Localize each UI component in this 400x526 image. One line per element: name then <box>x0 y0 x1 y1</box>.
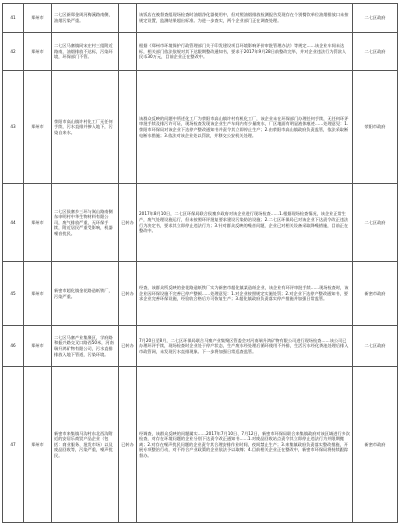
row-responsible-area: 二七区政府 <box>353 33 398 71</box>
row-detail: 该饭店在被督查组现场检查时油烟净化器使用中，但对照油烟排放检测报告发现存在个别餐饮单位油烟排放口未按规定设置，监测结果超出标准。为进一步查实，两个企业部门正在调查处理。 <box>137 4 353 33</box>
row-status <box>119 4 137 33</box>
row-responsible-area: 荥阳市政府 <box>353 71 398 184</box>
row-issue: 二七区马寨产业集聚区，学府路和振兴路交叉口路西50米，河南瑞升鸿矿物有限公司，污水直排排放入地下管道，污染环境。 <box>52 326 119 367</box>
row-responsible-area: 二七区政府 <box>353 326 398 367</box>
row-number: 43 <box>3 71 24 184</box>
row-detail: 经调查，该群众反映的问题属实……2017年7月10日、7月12日，新密市环保局联合来集镇政府对该区域进行多次检查，对存在环境问题的企业分别下达责令改正通知书……1.对废品回收站点责令其立即停止违法行为并限期搬离；2.对存在噪声扰民问题的企业责令其合理安排作业时间，夜间禁止生产；3.来集镇政府负责落实整改措施，开展专项整治行动，对不符合产业政策的企业依法予以取缔；4.目前相关企业正在整改中，新密市环保局将持续跟踪督办。 <box>137 367 353 523</box>
table-row <box>3 326 398 367</box>
row-status <box>119 71 137 184</box>
row-status: 已转办 <box>119 262 137 326</box>
row-status: 已转办 <box>119 326 137 367</box>
table-row <box>3 184 398 262</box>
row-responsible-area: 二七区政府 <box>353 4 398 33</box>
row-status: 已转办 <box>119 184 137 262</box>
row-number: 45 <box>3 262 24 326</box>
row-issue: 二七区马寨镇同宋庄村三组附近路南，油烟排放不达标，污染环境，环保部门不管。 <box>52 33 119 71</box>
complaint-table <box>2 3 398 523</box>
row-responsible-area: 新密市政府 <box>353 367 398 523</box>
row-issue: 二七区新郑金周河梅溪路南侧，油烟污染严重。 <box>52 4 119 33</box>
row-number: 42 <box>3 33 24 71</box>
row-number: 44 <box>3 184 24 262</box>
table-row <box>3 4 398 33</box>
row-number: 46 <box>3 326 24 367</box>
row-responsible-area: 二七区政府 <box>353 184 398 262</box>
row-city: 郑州市 <box>24 367 52 523</box>
row-number: 47 <box>3 367 24 523</box>
row-issue: 新密市来集镇马沟村东北西沟附近的安居乐商贸产品企业（包括：商业服务、批发市场）以及废品回收等，污染严重，噪声扰民。 <box>52 367 119 523</box>
row-city: 郑州市 <box>24 262 52 326</box>
row-city: 郑州市 <box>24 71 52 184</box>
row-city: 郑州市 <box>24 33 52 71</box>
table-body <box>3 4 398 523</box>
row-issue: 荥阳市高山镇许村化工厂无任何手续，污水直排并掺入地下，污染自来水。 <box>52 71 119 184</box>
table-row <box>3 71 398 184</box>
row-detail: 根据《郑州市环境保护行政管理部门关于印发建设项目环境影响评价审批管理办法》等规定……该企业车间未达标，相关部门依法依规对其下达限期整改通知书，要求于2017年9月28日前整改完毕，并对企业违法行为罚款人民币30万元，目前企业正在整改中。 <box>137 33 353 71</box>
row-detail: 2017年8月10日，二七区环保局联合侯寨乡政府对该企业进行现场检查……1.根据现场检查情况，该企业正常生产，废气处理设施运行，但未按照环评批复要求建设污染防治设施；2.二七区环保局已对该企业下达责令改正违法行为决定书，要求其立即停止违法行为；3.针对群众反映的噪音问题，企业已对相关设备采取降噪措施，目前正在整改中。 <box>137 184 353 262</box>
row-city: 郑州市 <box>24 326 52 367</box>
row-number: 41 <box>3 4 24 33</box>
row-detail: 经查，该群众所反映的金花路造纸铁厂实为新密市超化镇某造纸企业，该企业有环评审批手续……现场检查时，该企业因环保设施不完善已停产整顿……处理意见：1.对企业按照规定实施处罚；2.对企业下达停产整改通知书，要求企业完善环保设施，经验收合格后方可恢复生产；3.超化镇政府负责落实停产措施并加强日常监管。 <box>137 262 353 326</box>
row-city: 郑州市 <box>24 4 52 33</box>
row-detail: 7月20日至8月，二七区环保局联合马寨产业集聚区管委会对河南瑞升鸿矿物有限公司进行现场检查……该公司已办理环评手续，现场检查时企业处于停产状态，生产废水经处理后循环使用不外排，生活污水经化粪池处理后排入市政管网，未发现污水直排现象。下一步将加强日常巡查监管。 <box>137 326 353 367</box>
row-issue: 二七区侯寨乡三环与嵩山路南侧东申明村中华生物材料有限公司，废气排放严重，无环保手续，附近居民严重受影响，机器噪音扰民。 <box>52 184 119 262</box>
row-status: 已转办 <box>119 367 137 523</box>
row-issue: 新密市超化镇金花路造纸铁厂，污染严重。 <box>52 262 119 326</box>
table-row <box>3 262 398 326</box>
document-page <box>0 3 400 526</box>
row-status <box>119 33 137 71</box>
row-city: 郑州市 <box>24 184 52 262</box>
table-row <box>3 33 398 71</box>
row-detail: 该群众反映的问题中所述化工厂为荥阳市高山镇许村有机化工厂，该企业未在环保部门办理任何手续，无任何环评审批手续及排污许可证，现场检查发现该企业生产车间内有少量废水，厂区地面有明显液体痕迹……处理意见：1.荥阳市环保局对该企业下达停产整改通知书并责令其立即停止生产；2.由荥阳市高山镇政府负责监管，依法采取断电断水措施；3.依法对该企业处以罚款，并移交公安机关处理。 <box>137 71 353 184</box>
row-responsible-area: 新密市政府 <box>353 262 398 326</box>
table-row <box>3 367 398 523</box>
